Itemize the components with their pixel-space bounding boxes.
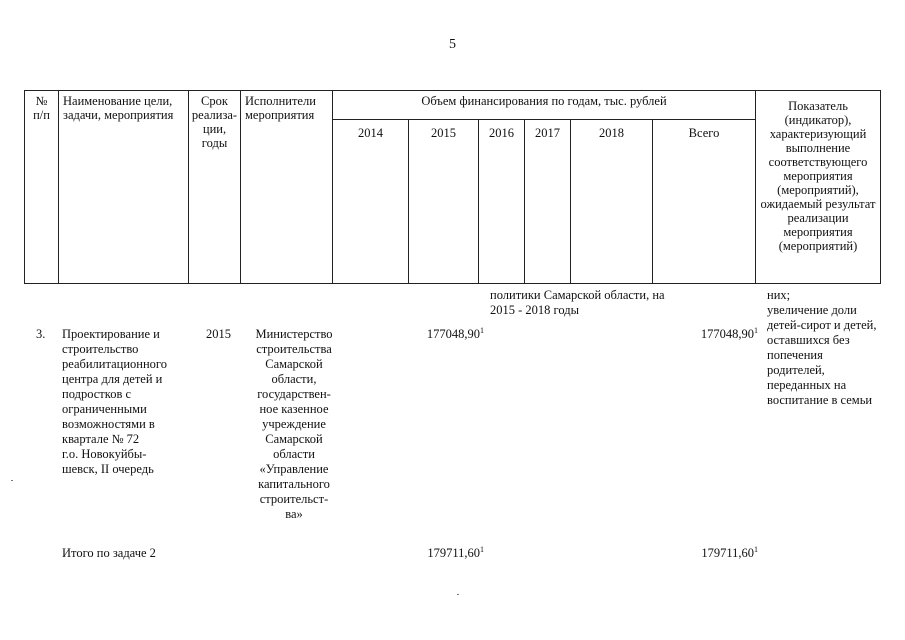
header-year-2016: 2016 xyxy=(479,120,525,284)
header-year-2015: 2015 xyxy=(409,120,479,284)
subtotal-total-cell xyxy=(686,546,758,561)
subtotal-total-footnote: 1 xyxy=(754,545,758,554)
row3-total-footnote: 1 xyxy=(754,326,758,335)
scan-speck xyxy=(457,594,459,595)
header-num: № п/п xyxy=(25,91,59,284)
page-number: 5 xyxy=(449,37,456,52)
table-header xyxy=(24,90,881,284)
header-funding: Объем финансирования по годам, тыс. рублей xyxy=(333,91,756,120)
subtotal-2015-cell xyxy=(412,546,484,561)
subtotal-2015-value: 179711,60 xyxy=(427,546,480,560)
subtotal-total-value: 179711,60 xyxy=(701,546,754,560)
header-executors: Исполнители мероприятия xyxy=(241,91,333,284)
row3-executors: Министерство строительства Самарской области, государствен- ное казенное учреждение Самарской области «Управление капитального строительст- ва» xyxy=(255,327,333,521)
header-year-2017: 2017 xyxy=(525,120,571,284)
row3-term: 2015 xyxy=(206,327,231,341)
header-term: Срок реализа- ции, годы xyxy=(189,91,241,284)
policy-continuation-text: политики Самарской области, на 2015 - 2018 годы xyxy=(490,288,665,317)
header-year-2014: 2014 xyxy=(333,120,409,284)
row3-number: 3. xyxy=(36,327,46,341)
header-name: Наименование цели, задачи, мероприятия xyxy=(59,91,189,284)
row3-2015-value: 177048,90 xyxy=(426,327,480,341)
header-indicator: Показатель (индикатор), характеризующий выполнение соответствующего мероприятия (мероприятий), ожидаемый результат реализации мероприятия (мероприятий) xyxy=(756,91,881,284)
row3-name: Проектирование и строительство реабилитационного центра для детей и подростков с ограниченными возможностями в квартале № 72 г.о. Новокуйбы- шевск, II очередь xyxy=(62,327,167,476)
indicator-text: них; увеличение доли детей-сирот и детей, оставшихся без попечения родителей, переданных на воспитание в семьи xyxy=(767,288,877,407)
row3-2015-footnote: 1 xyxy=(480,326,484,335)
row3-total-value: 177048,90 xyxy=(700,327,754,341)
scan-speck xyxy=(11,480,13,481)
row3-2015-cell xyxy=(412,327,484,342)
header-year-2018: 2018 xyxy=(571,120,653,284)
row3-total-cell xyxy=(686,327,758,342)
subtotal-2015-footnote: 1 xyxy=(480,545,484,554)
subtotal-label: Итого по задаче 2 xyxy=(62,546,156,560)
header-year-total: Всего xyxy=(653,120,756,284)
